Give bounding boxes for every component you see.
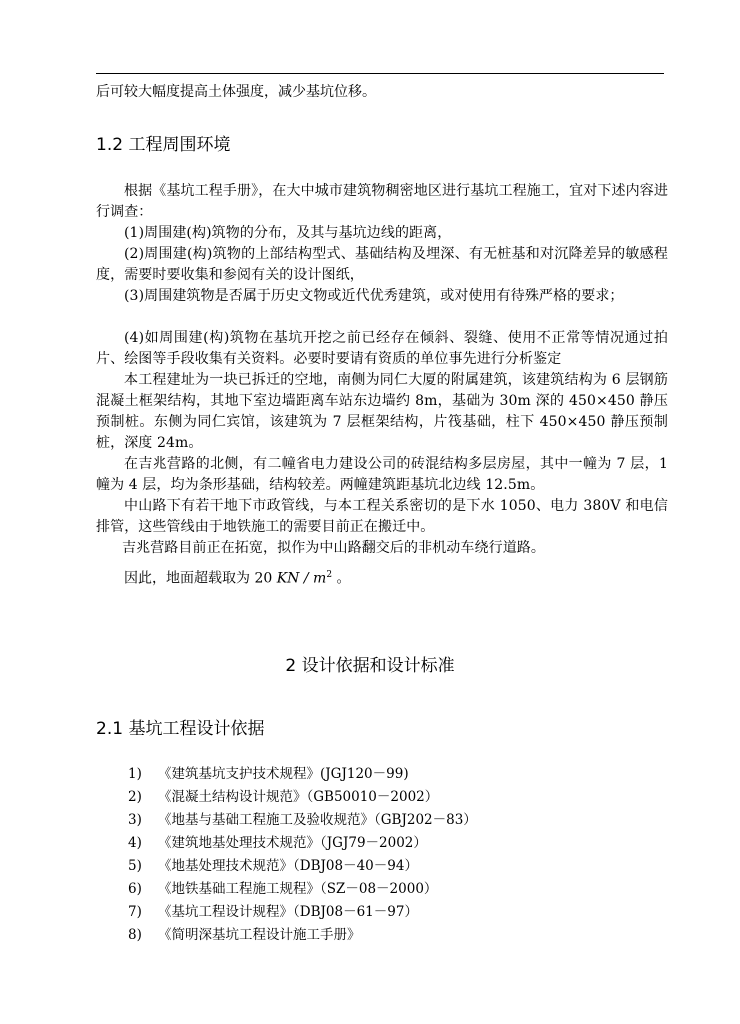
chapter-heading-2: 2 设计依据和设计标准	[285, 656, 455, 676]
list-item: 6) 《地铁基础工程施工规程》（SZ－08－2000）	[128, 881, 438, 897]
pipelines-paragraph: 中山路下有若干地下市政管线，与本工程关系密切的是下水 1050、电力 380V 和电信排管，这些管线由于地铁施工的需要目前正在搬迁中。	[96, 498, 668, 535]
survey-item-3: (3)周围建筑物是否属于历史文物或近代优秀建筑，或对使用有待殊严格的要求；	[124, 288, 624, 304]
load-prefix: 因此，地面超载取为 20	[124, 570, 273, 587]
list-item: 8) 《简明深基坑工程设计施工手册》	[128, 927, 361, 943]
list-item: 4) 《建筑地基处理技术规范》（JGJ79－2002）	[128, 835, 427, 851]
load-exponent: 2	[326, 570, 333, 580]
road-paragraph: 吉兆营路目前正在拓宽，拟作为中山路翻交后的非机动车绕行道路。	[122, 540, 545, 556]
load-suffix: 。	[336, 570, 351, 587]
survey-item-2: (2)周围建(构)筑物的上部结构型式、基础结构及埋深、有无桩基和对沉降差异的敏感程度，需要时要收集和参阅有关的设计图纸，	[96, 246, 668, 283]
intro-paragraph: 根据《基坑工程手册》，在大中城市建筑物稠密地区进行基坑工程施工，宜对下述内容进行调查：	[96, 183, 668, 220]
header-rule	[96, 73, 664, 74]
continuation-line: 后可较大幅度提高土体强度，减少基坑位移。	[96, 84, 376, 100]
site-paragraph: 本工程建址为一块已拆迁的空地，南侧为同仁大厦的附属建筑，该建筑结构为 6 层钢筋混凝土框架结构，其地下室边墙距离车站东边墙约 8m，基础为 30m 深的 450×450 静压预制桩。东侧为同仁宾馆，该建筑为 7 层框架结构，片筏基础，柱下 450×450 静压预制桩，深度 24m。	[96, 372, 668, 451]
survey-item-1: (1)周围建(构)筑物的分布，及其与基坑边线的距离，	[124, 225, 452, 241]
list-item: 1) 《建筑基坑支护技术规程》(JGJ120－99)	[128, 766, 409, 782]
list-item: 5) 《地基处理技术规范》（DBJ08－40－94）	[128, 858, 418, 874]
reference-list	[128, 763, 477, 947]
load-line	[124, 565, 351, 590]
list-item: 3) 《地基与基础工程施工及验收规范》（GBJ202－83）	[128, 812, 477, 828]
section-heading-1-2: 1.2 工程周围环境	[96, 135, 231, 155]
list-item: 7) 《基坑工程设计规程》（DBJ08－61－97）	[128, 904, 418, 920]
north-side-paragraph: 在吉兆营路的北侧，有二幢省电力建设公司的砖混结构多层房屋，其中一幢为 7 层，1 幢为 4 层，均为条形基础，结构较差。两幢建筑距基坑北边线 12.5m。	[96, 456, 668, 493]
load-unit: KN / m	[276, 570, 327, 587]
section-heading-2-1: 2.1 基坑工程设计依据	[96, 719, 265, 739]
survey-item-4: (4)如周围建(构)筑物在基坑开挖之前已经存在倾斜、裂缝、使用不正常等情况通过拍片、绘图等手段收集有关资料。必要时要请有资质的单位事先进行分析鉴定	[96, 330, 668, 367]
list-item: 2) 《混凝土结构设计规范》（GB50010－2002）	[128, 789, 439, 805]
